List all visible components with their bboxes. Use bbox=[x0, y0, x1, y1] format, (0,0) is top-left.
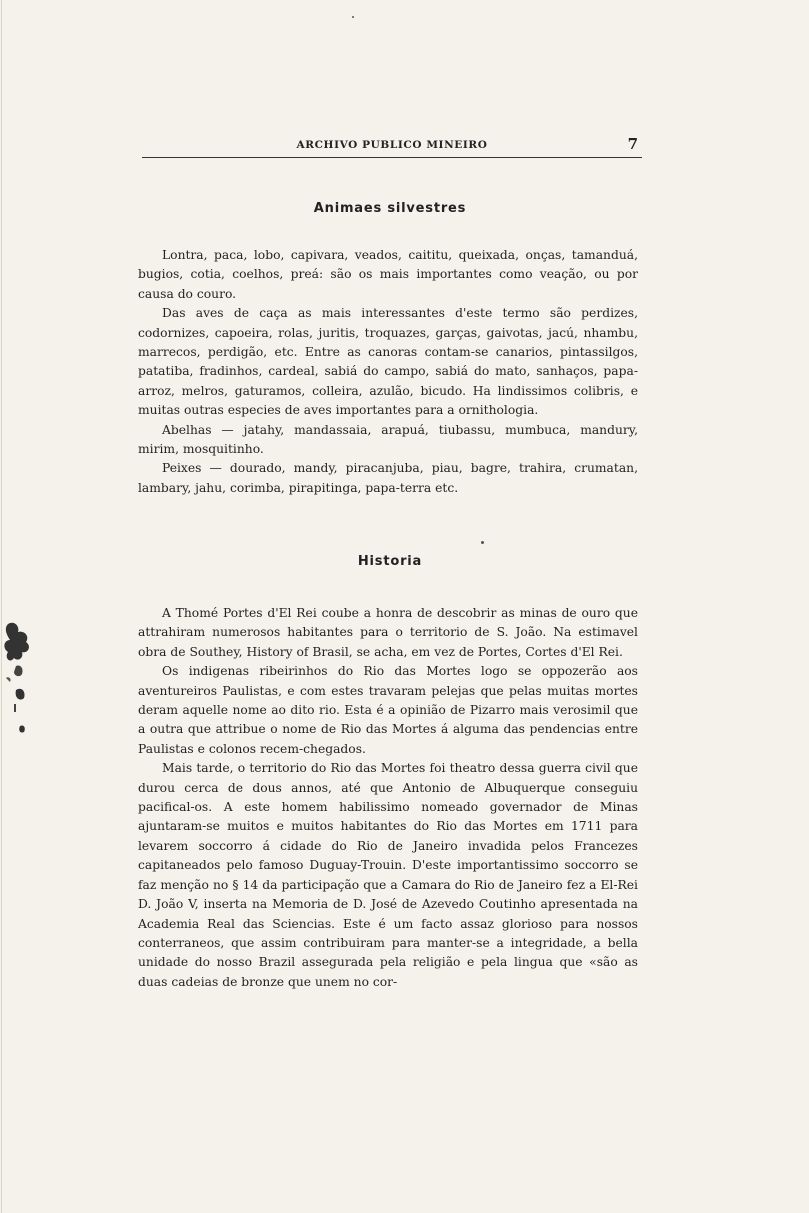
paragraph: Abelhas — jatahy, mandassaia, arapuá, tiubassu, mumbuca, mandury, mirim, mosquitinho. bbox=[138, 422, 638, 457]
page-edge-shadow bbox=[1, 0, 2, 1213]
section-body-historia bbox=[138, 604, 638, 992]
margin-stain bbox=[2, 618, 40, 738]
paragraph: Mais tarde, o territorio do Rio das Mortes foi theatro dessa guerra civil que durou cerca de dous annos, até que Antonio de Albuquerque conseguiu pacifical-os. A este homem habilissimo nomeado governador de Minas ajuntaram-se muitos e muitos habitantes do Rio das Mortes em 1711 para levarem soccorro á cidade do Rio de Janeiro invadida pelos Francezes capitaneados pelo famoso Duguay-Trouin. D'este importantissimo soccorro se faz menção no § 14 da participação que a Camara do Rio de Janeiro fez a El-Rei D. João V, inserta na Memoria de D. José de Azevedo Coutinho apresentada na Academia Real das Sciencias. Este é um facto assaz glorioso para nossos conterraneos, que assim contribuiram para manter-se a integridade, a bella unidade do nosso Brazil assegurada pela religião e pela lingua que «são as duas cadeias de bronze que unem no cor- bbox=[138, 761, 638, 989]
section-title-animaes-silvestres: Animaes silvestres bbox=[313, 201, 467, 216]
ink-speck bbox=[352, 16, 354, 18]
paragraph: A Thomé Portes d'El Rei coube a honra de descobrir as minas de ouro que attrahiram numerosos habitantes para o territorio de S. João. Na estimavel obra de Southey, History of Brasil, se acha, em vez de Portes, Cortes d'El Rei. bbox=[138, 606, 638, 659]
paragraph: Os indigenas ribeirinhos do Rio das Mortes logo se oppozerão aos aventureiros Paulistas, e com estes travaram pelejas que pelas muitas mortes deram aquelle nome ao dito rio. Esta é a opinião de Pizarro mais verosimil que a outra que attribue o nome de Rio das Mortes á alguma das pendencias entre Paulistas e colonos recem-chegados. bbox=[138, 664, 638, 756]
page-number: 7 bbox=[627, 135, 638, 153]
paragraph: Lontra, paca, lobo, capivara, veados, caititu, queixada, onças, tamanduá, bugios, cotia, coelhos, preá: são os mais importantes como veação, ou por causa do couro. bbox=[138, 248, 638, 301]
paragraph: Das aves de caça as mais interessantes d'este termo são perdizes, codornizes, capoeira, rolas, juritis, troquazes, garças, gaivotas, jacú, nhambu, marrecos, perdigão, etc. Entre as canoras contam-se canarios, pintassilgos, patatiba, fradinhos, cardeal, sabiá do campo, sabiá do mato, sanhaços, papa-arroz, melros, gaturamos, colleira, azulão, bicudo. Ha lindissimos colibris, e muitas outras especies de aves importantes para a ornithologia. bbox=[138, 306, 638, 418]
running-header bbox=[140, 135, 644, 155]
section-body-animaes-silvestres bbox=[138, 246, 638, 498]
paragraph: Peixes — dourado, mandy, piracanjuba, piau, bagre, trahira, crumatan, lambary, jahu, corimba, pirapitinga, papa-terra etc. bbox=[138, 461, 638, 495]
ink-speck bbox=[481, 541, 484, 544]
section-title-historia: Historia bbox=[357, 554, 423, 569]
header-rule bbox=[142, 157, 642, 158]
running-title: ARCHIVO PUBLICO MINEIRO bbox=[296, 139, 488, 151]
